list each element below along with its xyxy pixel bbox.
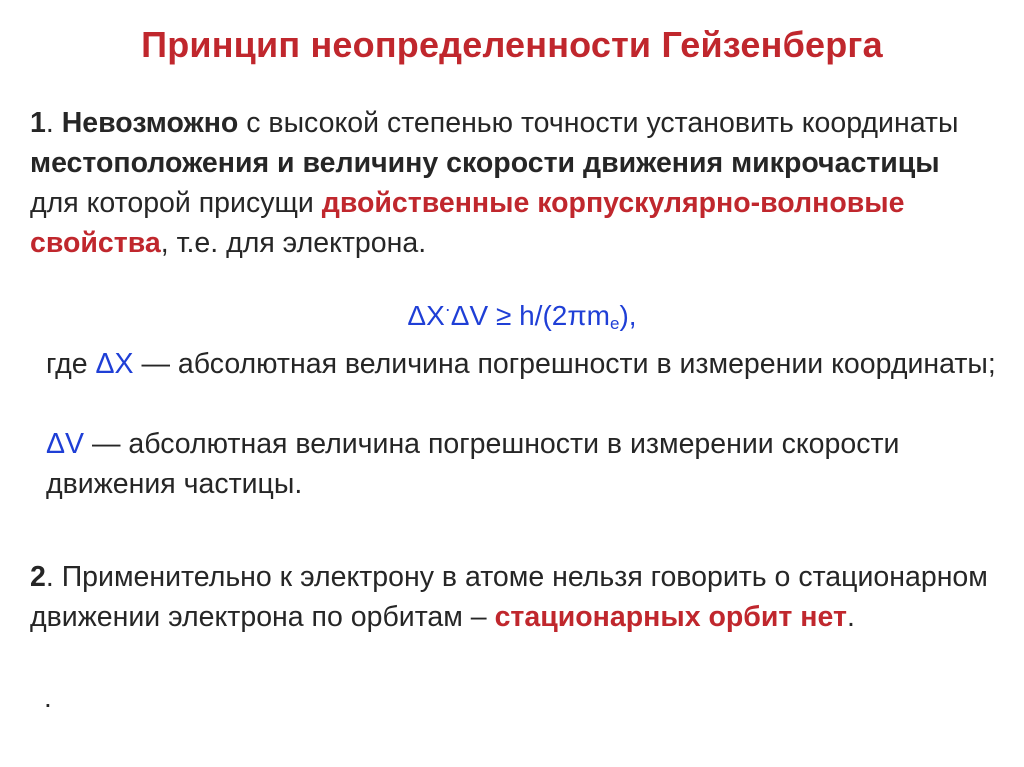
point-2-no-orbits: стационарных орбит нет [494,601,847,633]
trailing-dot: . [44,682,52,713]
definition-dx-symbol: ΔX [95,348,134,380]
formula-end: ), [619,300,637,331]
uncertainty-formula [0,300,1024,332]
formula-dot: · [444,299,451,319]
definition-dx-text: — абсолютная величина погрешности в измерении координаты; [133,348,996,380]
point-1-paragraph [30,103,990,263]
point-1-number: 1 [30,107,46,139]
point-1-text-c: , т.е. для электрона. [160,227,427,259]
definition-dv-symbol: ΔV [46,428,85,460]
slide-title: Принцип неопределенности Гейзенберга [141,24,883,65]
formula-subscript: e [610,314,620,333]
definition-dv-text: — абсолютная величина погрешности в измерении скорости движения частицы. [46,428,900,500]
point-2-paragraph [30,557,990,637]
formula-rhs: ΔV ≥ h/(2πm [450,300,610,331]
point-1-dual-properties: двойственные корпускулярно-волновые свойства [30,187,905,259]
point-1-location-velocity: местоположения и величину скорости движения микрочастицы [30,147,940,179]
point-2-text: . Применительно к электрону в атоме нельзя говорить о стационарном движении электрона по орбитам – [30,561,988,633]
definition-dx [46,344,996,384]
point-2-period: . [846,601,855,633]
formula-dx: ΔX [407,300,445,331]
point-1-impossible: Невозможно [61,107,239,139]
point-1-text-a: с высокой степенью точности установить координаты [238,107,959,139]
point-2-number: 2 [30,561,46,593]
point-1-text-b: для которой присущи [30,187,322,219]
definition-dx-prefix: где [46,348,96,380]
definition-dv [46,424,996,504]
point-1-sep: . [45,107,62,139]
